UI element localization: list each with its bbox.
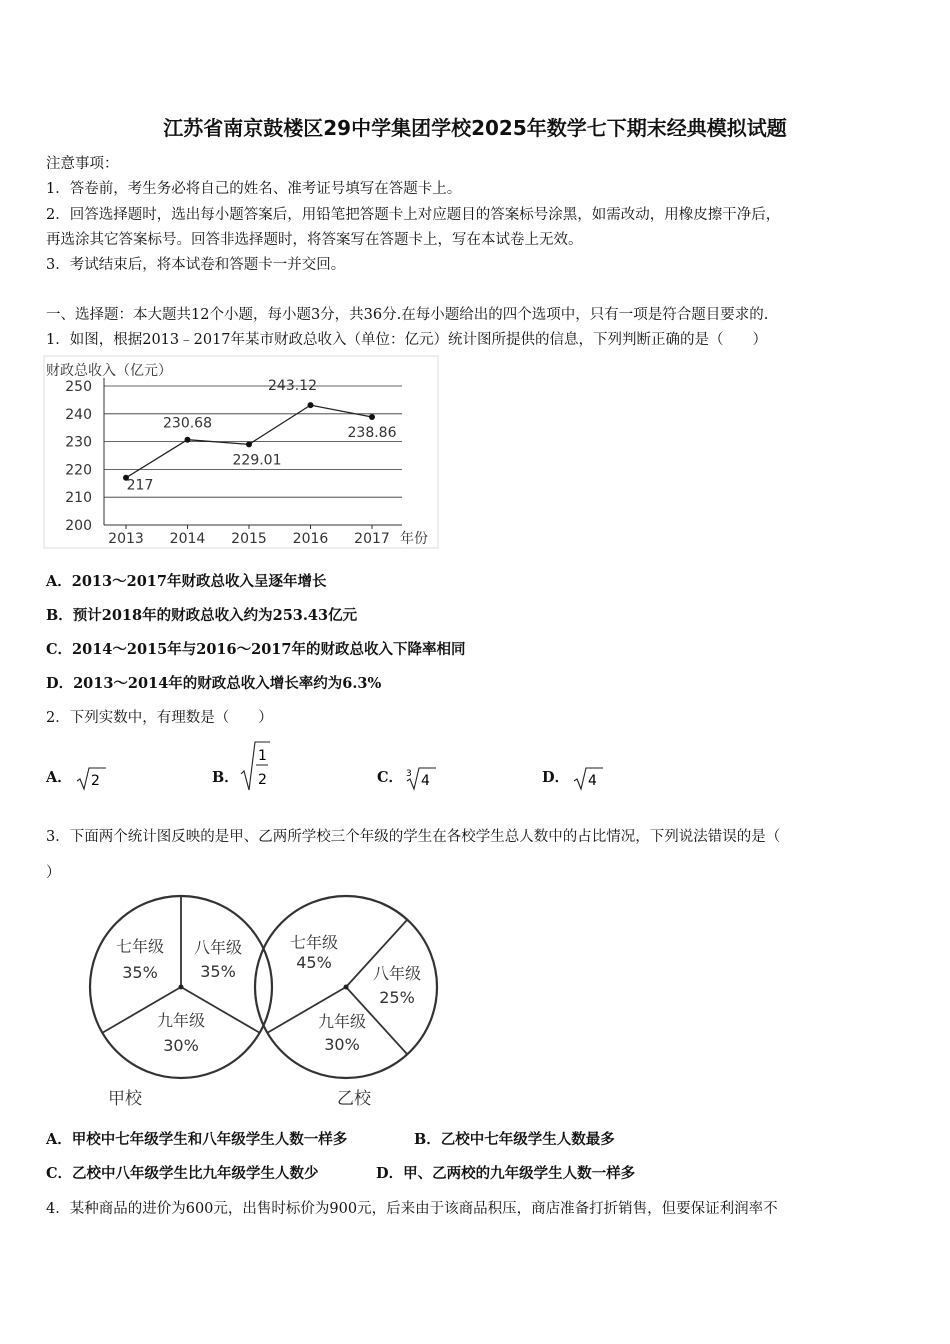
page-title: 江苏省南京鼓楼区29中学集团学校2025年数学七下期末经典模拟试题	[163, 116, 787, 140]
q2-d-radicand: 4	[588, 773, 597, 789]
pie-jia	[90, 896, 272, 1109]
q2-option-c-cbrt[interactable]	[404, 764, 438, 792]
y-tick-label: 220	[65, 462, 92, 479]
pie-jia-label-7: 七年级	[115, 937, 165, 956]
data-label: 229.01	[232, 452, 282, 469]
data-point	[369, 414, 375, 420]
x-tick-label: 2015	[231, 531, 267, 547]
q1-option-d[interactable]: D．2013～2014年的财政总收入增长率约为6.3%	[46, 675, 382, 692]
q2-b-numerator: 1	[258, 748, 267, 764]
q1-option-c[interactable]: C．2014～2015年与2016～2017年的财政总收入下降率相同	[46, 641, 466, 658]
y-tick-label: 200	[65, 518, 92, 534]
q2-c-index: 3	[406, 769, 412, 779]
y-tick-label: 250	[65, 379, 92, 395]
q1-option-b[interactable]: B．预计2018年的财政总收入约为253.43亿元	[46, 607, 358, 624]
data-point	[308, 402, 314, 408]
q3-option-d[interactable]: D．甲、乙两校的九年级学生人数一样多	[376, 1165, 636, 1182]
q2-b-denominator: 2	[258, 772, 267, 788]
question-2-stem: 2．下列实数中，有理数是（ ）	[46, 710, 273, 726]
pie-jia-pct-9: 30%	[163, 1036, 199, 1055]
pie-yi-pct-7: 45%	[296, 953, 332, 972]
pie-yi	[255, 896, 437, 1109]
question-3-stem-line1: 3．下面两个统计图反映的是甲、乙两所学校三个年级的学生在各校学生总人数中的占比情况，下列说法错误的是（	[46, 829, 781, 845]
q3-option-a[interactable]: A．甲校中七年级学生和八年级学生人数一样多	[46, 1131, 348, 1148]
q2-option-c-label[interactable]: C．	[377, 769, 404, 786]
revenue-line-chart	[40, 354, 442, 550]
question-1-stem: 1．如图，根据2013﹣2017年某市财政总收入（单位：亿元）统计图所提供的信息，下列判断正确的是（ ）	[46, 332, 768, 348]
x-tick-label: 2016	[292, 531, 329, 547]
pie-jia-pct-7: 35%	[122, 963, 158, 982]
question-4-stem: 4．某种商品的进价为600元，出售时标价为900元，后来由于该商品积压，商店准备打折销售，但要保证利润率不	[46, 1201, 778, 1217]
pie-yi-label-7: 七年级	[289, 933, 339, 952]
q1-option-a[interactable]: A．2013～2017年财政总收入呈逐年增长	[46, 573, 327, 590]
notice-item-2b: 再选涂其它答案标号。回答非选择题时，将答案写在答题卡上，写在本试卷上无效。	[46, 232, 583, 248]
section-heading: 一、选择题：本大题共12个小题，每小题3分，共36分.在每小题给出的四个选项中，只有一项是符合题目要求的.	[46, 307, 769, 323]
question-3-stem-line2: ）	[46, 865, 61, 881]
pie-jia-title: 甲校	[108, 1089, 142, 1109]
pie-jia-center	[179, 985, 184, 990]
pie-jia-label-9: 九年级	[156, 1011, 206, 1030]
data-point	[246, 441, 252, 447]
x-tick-label: 2014	[169, 531, 206, 547]
notice-item-3: 3．考试结束后，将本试卷和答题卡一并交回。	[46, 257, 346, 273]
chart-ylabel: 财政总收入（亿元）	[46, 363, 172, 379]
x-tick-label: 2013	[108, 531, 144, 547]
pie-yi-label-9: 九年级	[317, 1012, 367, 1031]
q2-option-b-label[interactable]: B．	[212, 769, 239, 786]
chart-xlabel: 年份	[400, 531, 428, 547]
notice-item-2a: 2．回答选择题时，选出每小题答案后，用铅笔把答题卡上对应题目的答案标号涂黑，如需改动，用橡皮擦干净后，	[46, 207, 781, 223]
y-tick-label: 210	[65, 490, 92, 507]
notice-item-1: 1．答卷前，考生务必将自己的姓名、准考证号填写在答题卡上。	[46, 181, 462, 197]
notice-heading: 注意事项：	[46, 156, 119, 172]
pie-yi-pct-9: 30%	[324, 1035, 360, 1054]
pie-yi-pct-8: 25%	[379, 988, 415, 1007]
pie-yi-center	[344, 985, 349, 990]
q2-option-d-sqrt[interactable]	[571, 764, 605, 792]
pie-jia-pct-8: 35%	[200, 962, 236, 981]
q3-option-c[interactable]: C．乙校中八年级学生比九年级学生人数少	[46, 1165, 319, 1182]
y-tick-label: 230	[65, 434, 92, 451]
q2-c-radicand: 4	[421, 773, 430, 789]
data-point	[185, 437, 191, 443]
pie-jia-label-8: 八年级	[193, 938, 243, 957]
pie-yi-label-8: 八年级	[372, 964, 422, 983]
data-label: 217	[126, 477, 154, 494]
data-label: 243.12	[268, 378, 317, 395]
x-tick-label: 2017	[354, 531, 390, 547]
q2-a-radicand: 2	[91, 773, 100, 789]
data-label: 230.68	[163, 415, 212, 432]
q2-option-b-sqrt-fraction[interactable]	[238, 738, 272, 794]
y-tick-label: 240	[65, 406, 92, 423]
q2-option-a-sqrt[interactable]	[74, 764, 108, 792]
q3-option-b[interactable]: B．乙校中七年级学生人数最多	[414, 1131, 615, 1148]
school-pie-charts	[42, 890, 442, 1112]
q2-option-a-label[interactable]: A．	[46, 769, 72, 786]
pie-yi-title: 乙校	[337, 1089, 371, 1109]
q2-option-d-label[interactable]: D．	[542, 769, 570, 786]
data-label: 238.86	[347, 424, 397, 441]
